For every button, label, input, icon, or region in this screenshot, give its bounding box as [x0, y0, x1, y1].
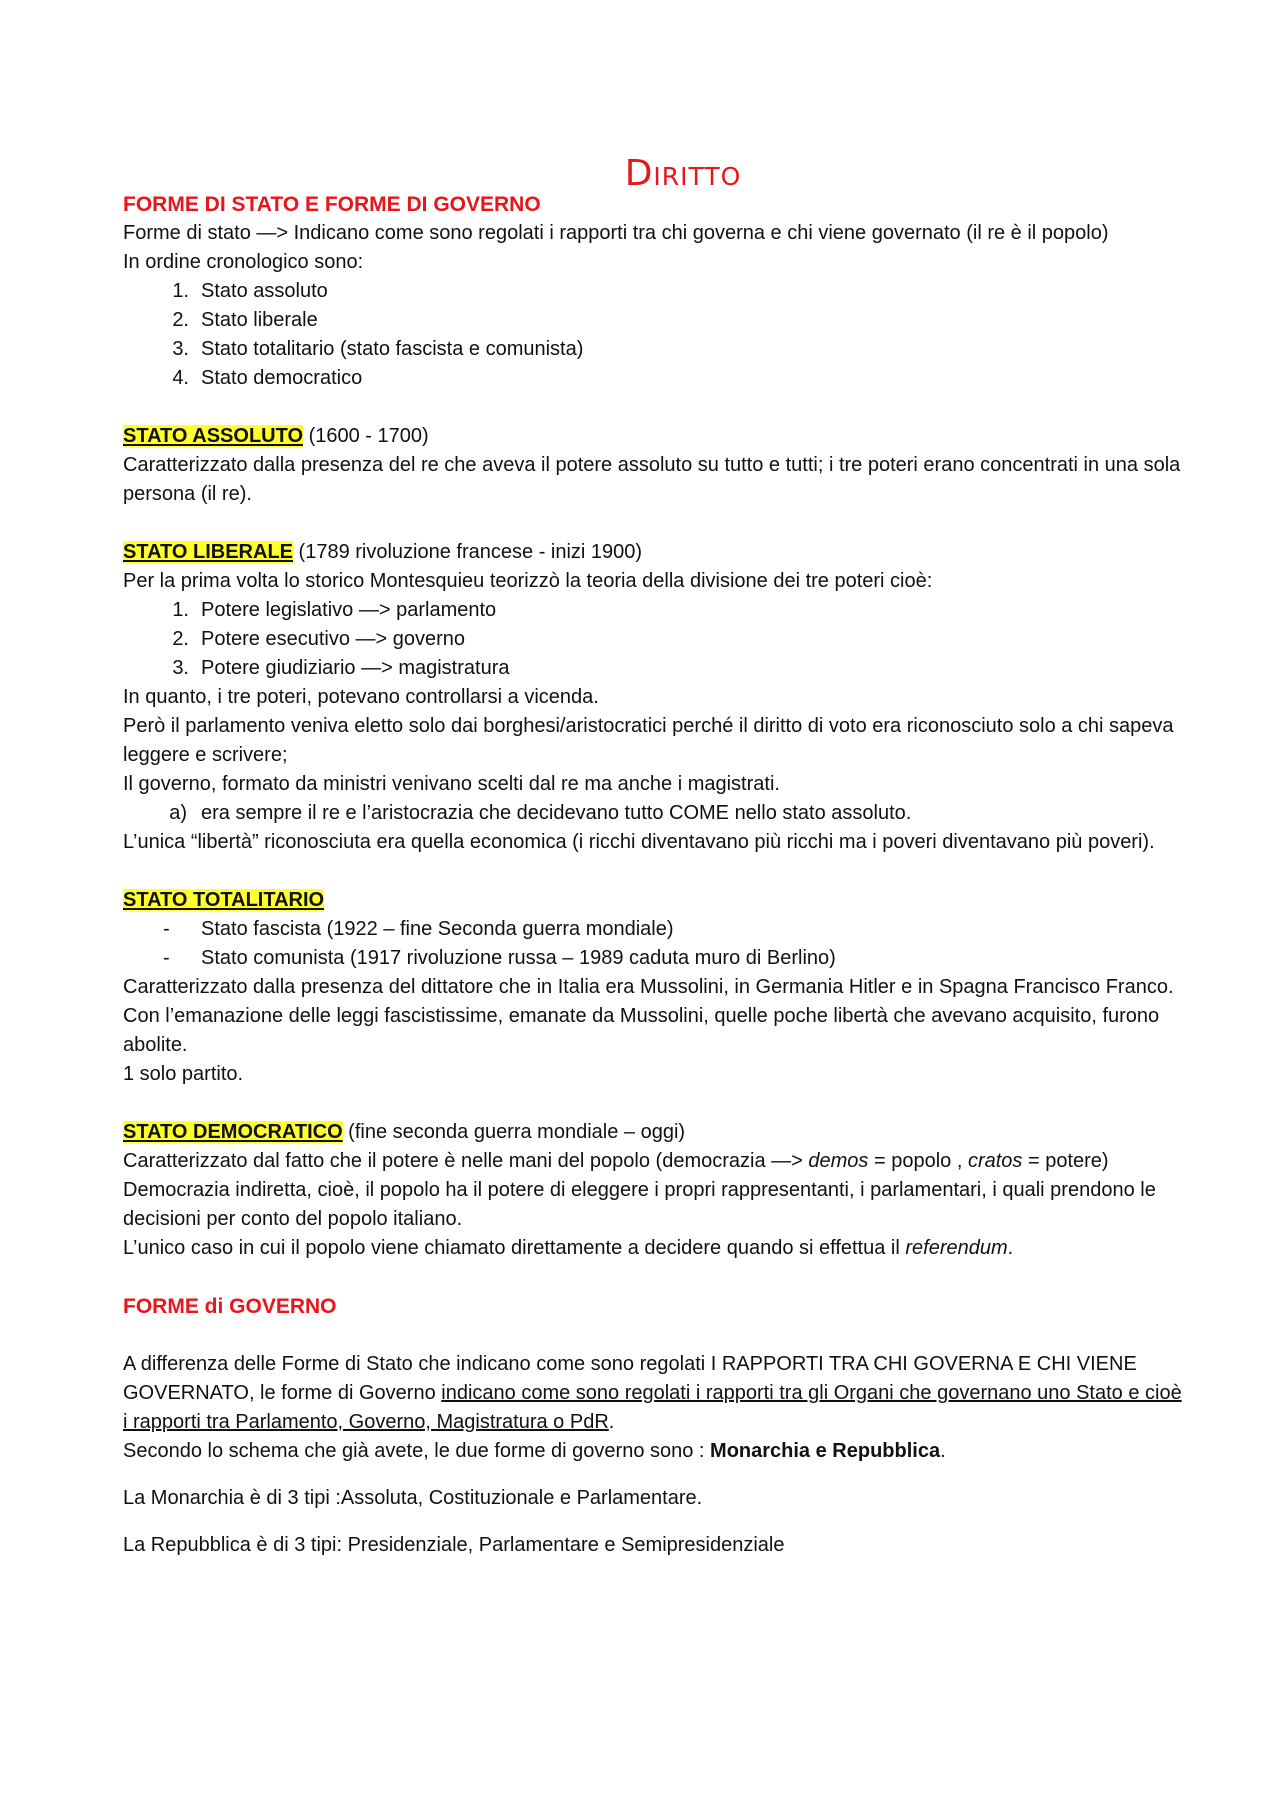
list-number: 1. [172, 280, 189, 302]
italic-term: cratos [967, 1150, 1023, 1172]
stato-assoluto-text: Caratterizzato dalla presenza del re che aveva il potere assoluto su tutto e tutti; i tre poteri erano concentrati in una sola persona (il re). [123, 454, 1181, 505]
stato-democratico-heading [123, 1118, 1183, 1147]
highlighted-label: STATO LIBERALE [123, 541, 293, 563]
highlighted-label: STATO ASSOLUTO [123, 425, 304, 447]
list-number: 1. [172, 599, 189, 621]
intro-paragraph: Forme di stato —> Indicano come sono regolati i rapporti tra chi governa e chi viene governato (il re è il popolo) [123, 222, 1109, 244]
highlighted-label: STATO DEMOCRATICO [123, 1121, 343, 1143]
list-item [123, 654, 1183, 683]
text-run: . [608, 1411, 615, 1433]
text-run: A differenza delle Forme di Stato che indicano come sono regolati I RAPPORTI TRA CHI GOVERNA E CHI VIENE GOVERNATO, le forme di Governo [123, 1353, 1137, 1404]
text-run: . [1007, 1237, 1014, 1259]
dash-marker: - [163, 947, 170, 969]
monarchia-paragraph: La Monarchia è di 3 tipi :Assoluta, Costituzionale e Parlamentare. [123, 1487, 703, 1509]
list-number: 3. [172, 657, 189, 679]
stato-democratico-line [123, 1147, 1183, 1176]
alpha-marker: a) [169, 802, 187, 824]
list-text: Stato comunista (1917 rivoluzione russa – 1989 caduta muro di Berlino) [201, 947, 836, 969]
stato-liberale-heading [123, 538, 1183, 567]
list-text: Stato assoluto [201, 280, 328, 302]
forme-governo-paragraph [123, 1350, 1183, 1437]
dash-marker: - [163, 918, 170, 940]
stato-assoluto-heading [123, 422, 1183, 451]
order-line: In ordine cronologico sono: [123, 251, 364, 273]
list-item [123, 277, 1183, 306]
list-number: 2. [172, 628, 189, 650]
list-text: era sempre il re e l’aristocrazia che decidevano tutto COME nello stato assoluto. [201, 802, 912, 824]
highlighted-label: STATO TOTALITARIO [123, 889, 325, 911]
document-page [123, 152, 1183, 1560]
stato-totalitario-line: Caratterizzato dalla presenza del dittatore che in Italia era Mussolini, in Germania Hitler e in Spagna Francisco Franco. [123, 976, 1174, 998]
underlined-text: indicano come sono regolati i rapporti tra gli Organi che governano uno Stato e cioè i rapporti tra Parlamento, Governo, Magistratura o PdR [123, 1382, 1182, 1433]
repubblica-paragraph: La Repubblica è di 3 tipi: Presidenziale, Parlamentare e Semipresidenziale [123, 1534, 785, 1556]
alpha-list-item [123, 799, 1183, 828]
bold-text: Monarchia e Repubblica [710, 1440, 941, 1462]
list-text: Stato totalitario (stato fascista e comunista) [201, 338, 584, 360]
text-run: = potere) [1022, 1150, 1109, 1172]
list-text: Stato fascista (1922 – fine Seconda guerra mondiale) [201, 918, 674, 940]
list-item [123, 335, 1183, 364]
stato-totalitario-line: 1 solo partito. [123, 1063, 244, 1085]
list-number: 3. [172, 338, 189, 360]
forme-stato-list [123, 277, 1183, 393]
stato-democratico-line [123, 1234, 1183, 1263]
stato-liberale-line: In quanto, i tre poteri, potevano controllarsi a vicenda. [123, 686, 599, 708]
text-run: Secondo lo schema che già avete, le due forme di governo sono : [123, 1440, 711, 1462]
totalitario-list [123, 915, 1183, 973]
section-heading-forme-stato: FORME DI STATO E FORME DI GOVERNO [123, 193, 541, 216]
list-item [123, 625, 1183, 654]
list-text: Potere giudiziario —> magistratura [201, 657, 510, 679]
text-run: = popolo , [868, 1150, 968, 1172]
poteri-list [123, 596, 1183, 683]
list-item [123, 364, 1183, 393]
list-item [123, 306, 1183, 335]
list-text: Potere esecutivo —> governo [201, 628, 466, 650]
stato-democratico-line: Democrazia indiretta, cioè, il popolo ha il potere di eleggere i propri rappresentanti, i parlamentari, i quali prendono le decisioni per conto del popolo italiano. [123, 1179, 1156, 1230]
stato-liberale-line: Però il parlamento veniva eletto solo dai borghesi/aristocratici perché il diritto di voto era riconosciuto solo a chi sapeva leggere e scrivere; [123, 715, 1174, 766]
stato-liberale-line: L’unica “libertà” riconosciuta era quella economica (i ricchi diventavano più ricchi ma i poveri diventavano più poveri). [123, 831, 1155, 853]
stato-totalitario-line: Con l’emanazione delle leggi fascistissime, emanate da Mussolini, quelle poche libertà che avevano acquisito, furono abolite. [123, 1005, 1160, 1056]
stato-totalitario-heading [123, 886, 1183, 915]
list-item [123, 944, 1183, 973]
italic-term: referendum [905, 1237, 1008, 1259]
period-text: (1789 rivoluzione francese - inizi 1900) [293, 541, 643, 563]
forme-governo-paragraph [123, 1437, 1183, 1466]
italic-term: demos [808, 1150, 869, 1172]
text-run: Caratterizzato dal fatto che il potere è nelle mani del popolo (democrazia —> [123, 1150, 809, 1172]
stato-liberale-line: Il governo, formato da ministri venivano scelti dal re ma anche i magistrati. [123, 773, 780, 795]
list-item [123, 915, 1183, 944]
list-number: 4. [172, 367, 189, 389]
period-text: (1600 - 1700) [303, 425, 429, 447]
text-run: . [940, 1440, 946, 1462]
text-run: L’unico caso in cui il popolo viene chiamato direttamente a decidere quando si effettua il [123, 1237, 906, 1259]
period-text: (fine seconda guerra mondiale – oggi) [342, 1121, 686, 1143]
stato-liberale-intro: Per la prima volta lo storico Montesquieu teorizzò la teoria della divisione dei tre poteri cioè: [123, 570, 933, 592]
section-heading-forme-governo: FORME di GOVERNO [123, 1295, 337, 1318]
list-text: Stato liberale [201, 309, 318, 331]
document-title: Diritto [624, 153, 742, 194]
list-text: Potere legislativo —> parlamento [201, 599, 497, 621]
list-number: 2. [172, 309, 189, 331]
list-item [123, 596, 1183, 625]
list-text: Stato democratico [201, 367, 363, 389]
